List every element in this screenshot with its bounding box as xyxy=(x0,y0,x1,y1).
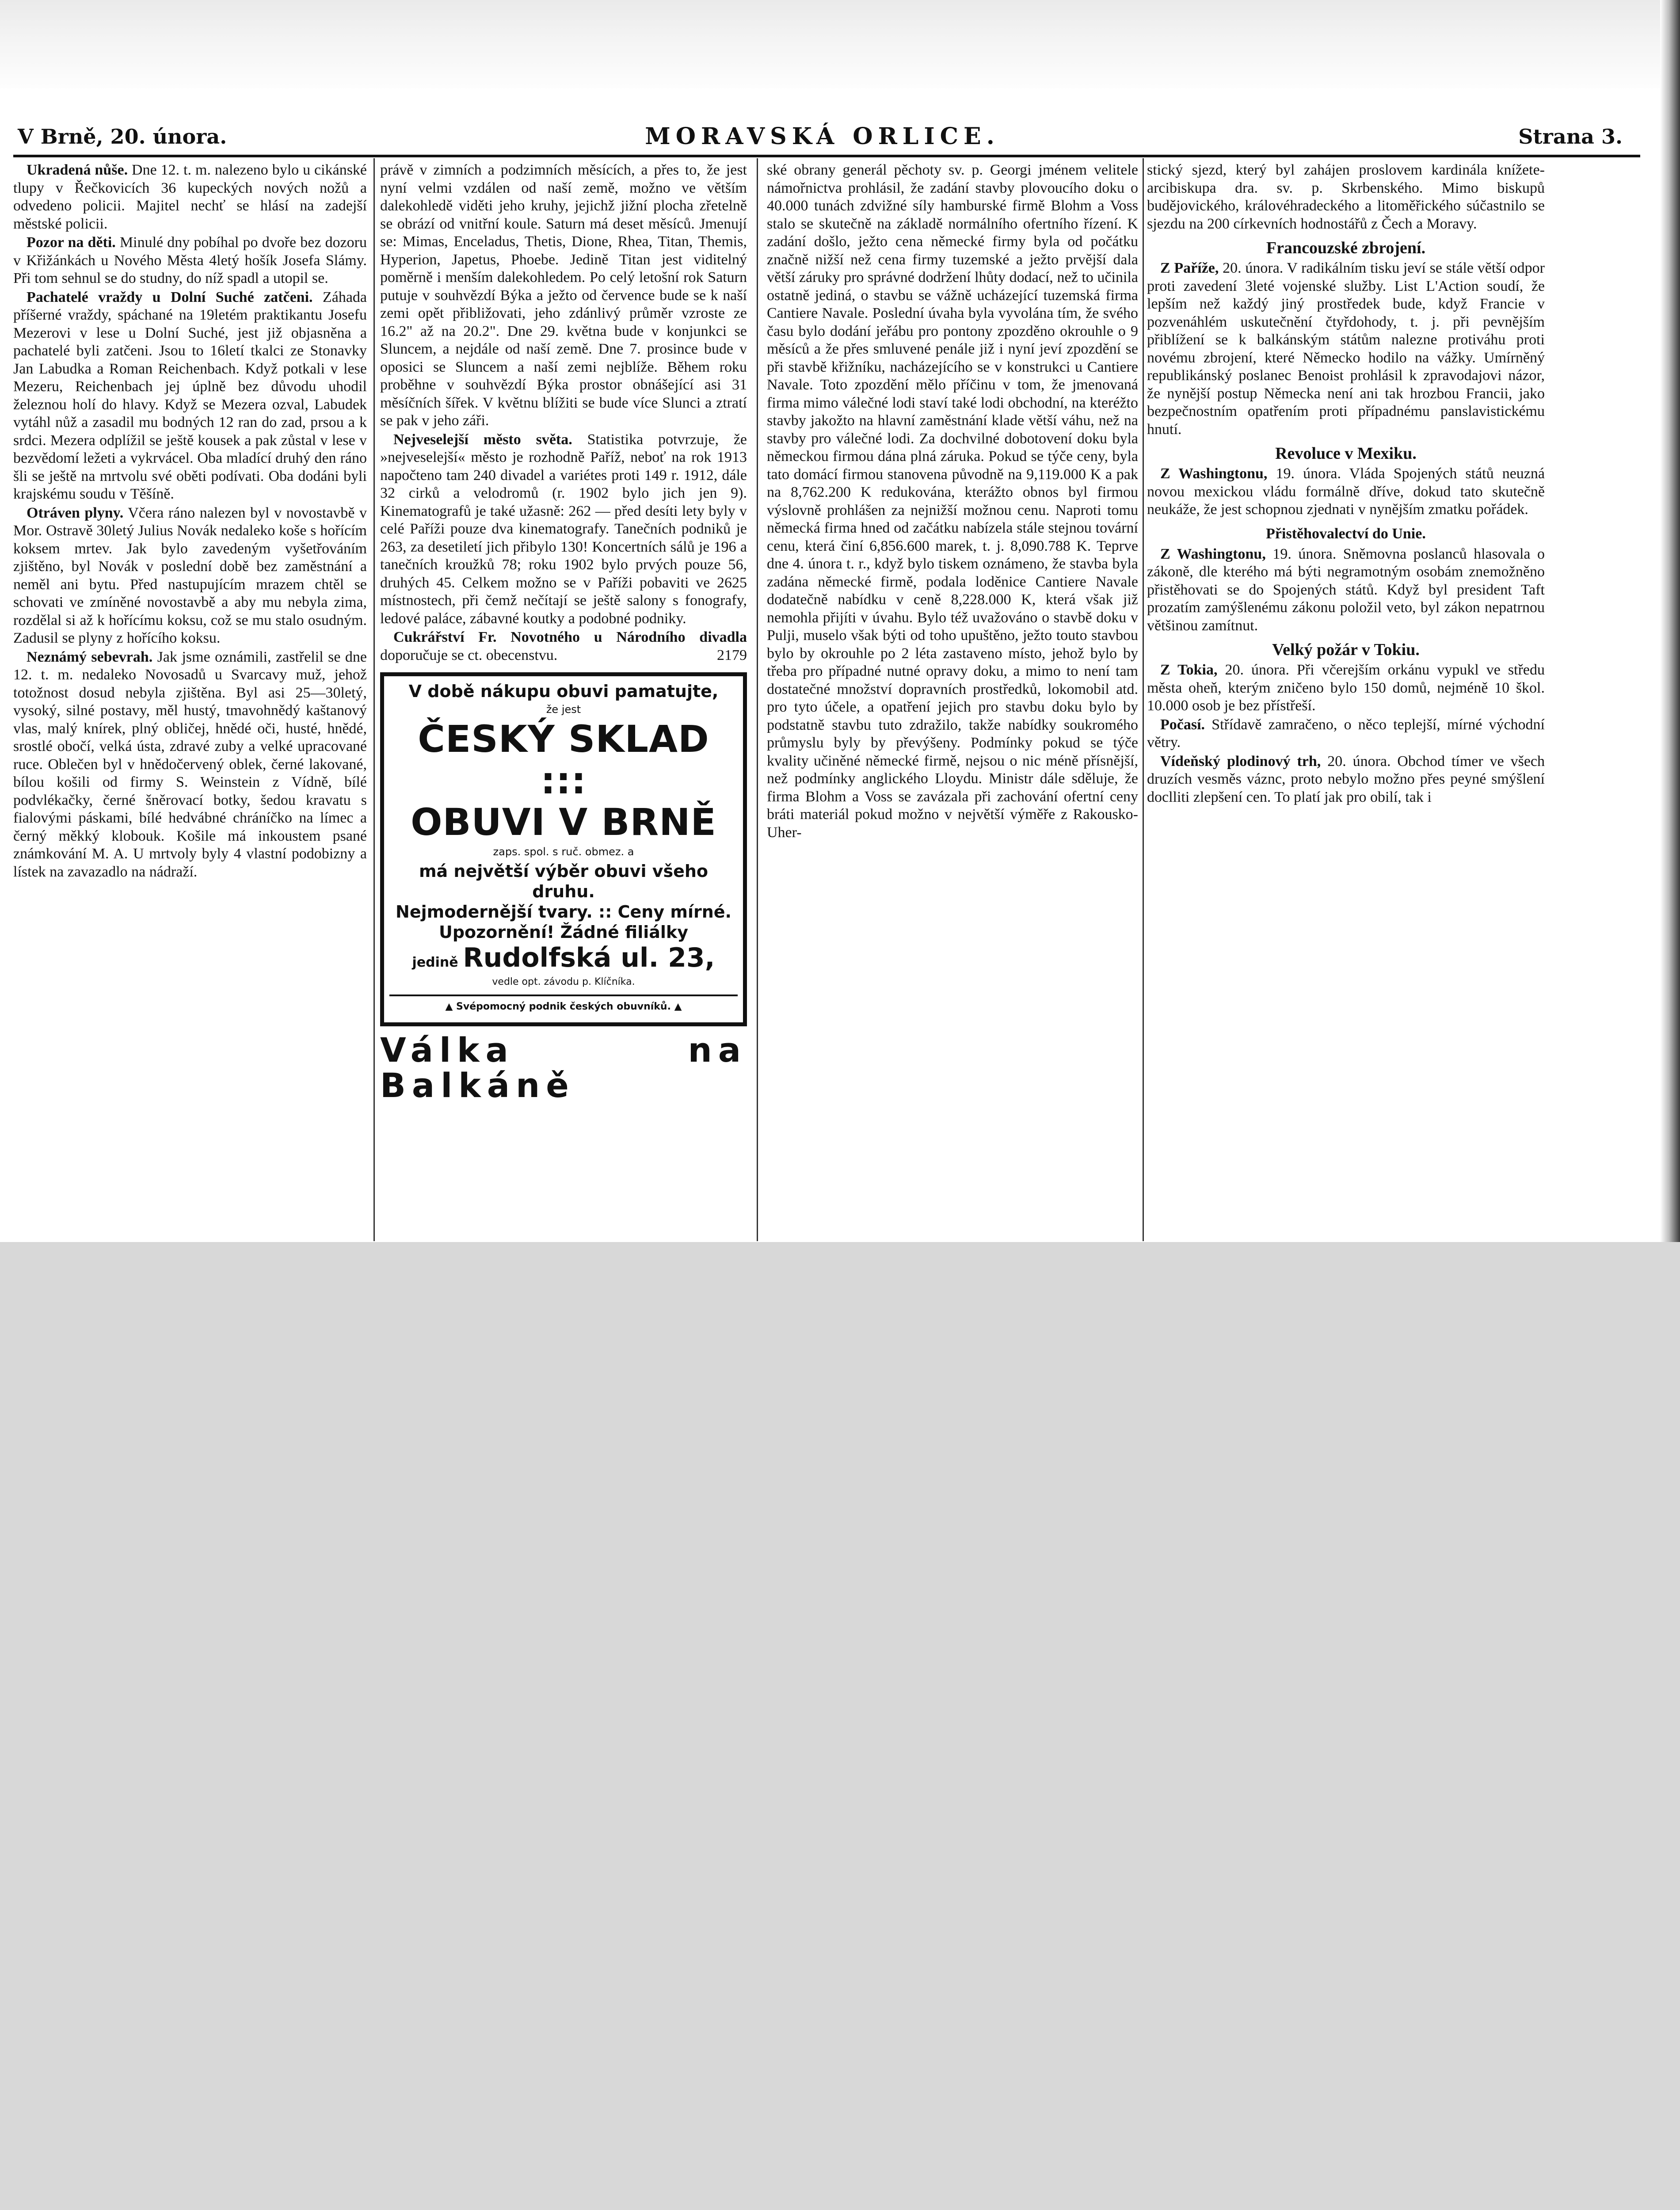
shoe-store-advertisement: V době nákupu obuvi pamatujte, že jest ČESKÝ SKLAD ::: OBUVI V BRNĚ zaps. spol. s ruč. obmez. a má největší výběr obuvi všeho druhu. Nejmodernější tvary. :: Ceny mírné. Upozornění! Žádné filiálky jedině Rudolfská ul. 23, vedle opt. závodu p. Klíčníka. ▲ Svépomocný podnik českých obuvníků. ▲ xyxy=(380,672,747,1026)
article-french-armament: Z Paříže, 20. února. V radikálním tisku jeví se stále větší odpor proti zavedení 3leté vojenské služby. List L'Action soudí, že lepším než každý jiný prostředek bude, když Francie v pozvenáhlém uskutečnění čtyřdohody, t. j. při pevnějším přiblížení se k balkánským státům nalezne protiváhu proti novému zbrojení, které Německo hodilo na vážky. Umírněný republikánský poslanec Benoist prohlásil k zpravodajovi názor, že nynější postup Německa není ani tak hrozbou Francii, jako bezpečnostním opatřením proti případnému panslavistickému hnutí. xyxy=(1147,260,1545,438)
article-floating-dock: ské obrany generál pěchoty sv. p. Georgi jménem velitele námořnictva prohlásil, že zadání stavby plovoucího doku o 40.000 tunách zdvižné síly hamburské firmě Blohm a Voss stalo se skutečně na základě normálního ofertního řízení. K zadání došlo, ježto cena německé firmy byla od počátku značně nižší než cena firmy tuzemské a ježto prvější dala větší záruky pro správné dodržení lhůty dodací, než to učinila ostatně jediná, o stavbu se vážně ucházející tuzemská firma Cantiere Navale. Poslední úvaha byla vyvolána tím, že svého času bylo dodání jeřábu pro pontony zpozděno okrouhle o 9 měsíců a že přes smluvené penále již i nyní jeví zpozdění se při stavbě křižníku, nacházejícího se v konstrukci u Cantiere Navale. Toto zpozdění mělo příčinu v tom, že jmenovaná firma mimo válečné lodi staví také lodi obchodní, na kteréžto stavby jakožto na hlavní zaměstnání klade větší váhu, než na stavby pro válečné lodi. Za dochvilné dobotovení doku byla německou firmou dána plná záruka. Pokud se týče ceny, byla tato domácí firmou stanovena původně na 9,119.000 K a pak na 8,762.200 K redukována, kterážto obnos byl firmou výslovně prohlášen za nejnižší možnou cenu. Naproti tomu německá firma hned od začátku nabízela stále stejnou tovární cenu, která činí 6,856.600 marek, t. j. 8,090.788 K. Teprve dne 4. února t. r., když bylo tiskem oznámeno, že stavba byla zadána německé firmě, podala loděnice Cantiere Navale dodatečně nabídku v ceně 8,228.000 K, která však již nemohla přijíti v úvahu. Bylo též uvažováno o stavbě doku v Pulji, muselo však býti od toho upuštěno, ježto touto stavbou bylo by okrouhle po 2 léta zastaveno místo, jehož bylo by třeba pro případné nutné opravy doku, a mimo to není tam dostatečné množství dopravních prostředků, lokomobil atd. pro tyto účele, a opatření jejich pro stavbu doku bylo by podstatně stavbu tuto zdražilo, takže nabídky soukromého průmyslu byly by převýšeny. Podmínky pokud se týče kvality učiněné německé firmě, nejsou o nic méně přísnější, než podmínky anglického Lloydu. Ministr dále sděluje, že firma Blohm a Voss se zavázala při zachování ofertní ceny bráti materiál pokud možno v největší výměře z Rakousko-Uher- xyxy=(767,162,1138,841)
column-divider xyxy=(373,158,375,1241)
column-divider xyxy=(757,158,758,1241)
header-date: V Brně, 20. února. xyxy=(18,125,227,149)
section-title: Francouzské zbrojení. xyxy=(1266,239,1426,257)
article-gas-poisoning: Otráven plyny. Včera ráno nalezen byl v novostavbě v Mor. Ostravě 30letý Julius Novák nedaleko koše s hořícím koksem mrtev. Jak bylo zavedeným vyšetřováním zjištěno, byl Novák v poslední době bez zaměstnání a neměl ani bytu. Před nastupujícím mrazem chtěl se schovati ve zmíněné novostavbě a aby mu nebyla zima, rozdělal si až k hořícímu koksu, což se mu stalo osudným. Zadusil se plyny z hořícího koksu. xyxy=(13,504,367,646)
page-edge-shadow xyxy=(1660,0,1680,1242)
article-saturn-continued: právě v zimních a podzimních měsících, a přes to, že jest nyní velmi vzdálen od naší země, možno ve větším dalekohledě viděti jeho kruhy, jejichž jižní plocha zřetelně se obrází od vnitřní koule. Saturn má deset měsíců. Jmenují se: Mimas, Enceladus, Thetis, Dione, Rhea, Titan, Themis, Hyperion, Japetus, Phoebe. Jedině Titan jest viditelný poměrně i menším dalekohledem. Po celý letošní rok Saturn putuje v souhvězdí Býka a ježto od července bude se k naší zemi opět přibližovati, jeho zdánlivý průměr vzroste ze 16.2" až na 20.2". Dne 29. května bude v konjunkci se Sluncem, a nejdále od naší země. Dne 7. prosince bude v oposici se Sluncem a naší zemi nejblíže. Během roku proběhne v souhvězdí Býka prostor obnášející asi 31 měsíčních šířek. V květnu blížiti se bude více Slunci a ztratí se pak v jeho záři. xyxy=(380,162,747,429)
column-3 xyxy=(767,161,1138,1240)
article-stolen-basket: Ukradená nůše. Dne 12. t. m. nalezeno bylo u cikánské tlupy v Řečkovicích 36 kupeckých nových nožů a odvedeno policii. Majitel nechť se hlásí na zadejší městské policii. xyxy=(13,162,367,232)
cut-off-headline: Válka na Balkáně xyxy=(380,1030,747,1105)
ad-headline: ČESKÝ SKLAD ::: xyxy=(418,717,709,802)
article-congress-continued: stický sjezd, který byl zahájen proslovem kardinála knížete-arcibiskupa dra. sv. p. Skrbenského. Mimo biskupů budějovického, královéhradeckého a litoměřického súčastnilo se sjezdu na 200 církevních hodnostářů z Čech a Moravy. xyxy=(1147,162,1545,232)
article-unknown-suicide: Neznámý sebevrah. Jak jsme oznámili, zastřelil se dne 12. t. m. nedaleko Novosadů u Svarcavy muž, jehož totožnost dosud nebyla zjištěna. Byl asi 25—30letý, vysoký, silné postavy, měl hustý, tmavohnědý kaštanový vlas, malý knírek, plný obličej, hnědé oči, husté, hnědé, srostlé obočí, velká ústa, zdravé zuby a velké upracované ruce. Oblečen byl v hnědočervený oblek, černé lakované, bílou košili od firmy S. Weinstein z Vídně, bílé podvlékačky, černé šněrovací botky, šedou kravatu s fialovými páskami, bílé hedvábné chráníčko na límec a černý měkký klobouk. Košile má inkoustem psané známkování M. A. U mrtvoly byly 4 vlastní podobizny a lístek na zavazadlo na nádraží. xyxy=(13,648,367,880)
newspaper-title: MORAVSKÁ ORLICE. xyxy=(645,123,1000,150)
ad-address: jedině Rudolfská ul. 23, xyxy=(412,942,715,973)
ad-headline: OBUVI V BRNĚ xyxy=(411,800,716,844)
column-1 xyxy=(13,161,367,1240)
column-2 xyxy=(380,161,747,1240)
notice-confectionery: Cukrářství Fr. Novotného u Národního divadla doporučuje se ct. obecenstvu. 2179 xyxy=(380,629,747,663)
article-mexico-revolution: Z Washingtonu, 19. února. Vláda Spojených států neuzná novou mexickou vládu formálně dříve, dokud tato skutečně neukáže, že jest schopnou zjednati v nynějším zmatku pořádek. xyxy=(1147,465,1545,518)
section-title: Velký požár v Tokiu. xyxy=(1272,640,1420,659)
section-title: Přistěhovalectví do Unie. xyxy=(1266,525,1426,542)
header-rule xyxy=(13,155,1640,157)
section-title: Revoluce v Mexiku. xyxy=(1275,444,1417,463)
page-number: Strana 3. xyxy=(1518,125,1623,149)
article-merriest-city: Nejveselejší město světa. Statistika potvrzuje, že »nejveselejší« město je rozhodně Paříž, neboť na rok 1913 napočteno tam 240 divadel a variétes proti 149 r. 1912, dále 32 cirků a velodromů (r. 1902 bylo jich jen 9). Kinematografů je také užasně: 262 — před desíti lety byly v celé Paříži pouze dva kinematografy. Tanečních podniků je 263, za desetiletí jich přibylo 130! Koncertních sálů je 196 a tanečních kroužků 78; roku 1902 bylo prvých pouze 56, druhých 45. Celkem možno se v Paříži pobaviti ve 2625 místnostech, při čemž nečítají se ještě salony s fonografy, ledové paláce, zábavné koutky a podobné podniky. xyxy=(380,431,747,627)
article-tokyo-fire: Z Tokia, 20. února. Při včerejším orkánu vypukl ve středu města oheň, kterým zničeno bylo 150 domů, nejméně 10 škol. 10.000 osob je bez přístřeší. xyxy=(1147,662,1545,714)
column-4 xyxy=(1147,161,1545,1240)
scan-background-top xyxy=(0,0,1680,97)
page-header xyxy=(9,119,1636,150)
article-murder: Pachatelé vraždy u Dolní Suché zatčeni. Záhada příšerné vraždy, spáchané na 19letém praktikantu Josefu Mezerovi v lese u Dolní Suché, jest již objasněna a pachatelé byli zatčeni. Jsou to 16letí tkalci ze Stonavky Jan Labudka a Roman Reichenbach. Když potkali v lese Mezeru, Reichenbach jej úplně bez důvodu uhodil železnou holí do hlavy. Když se Mezera ozval, Labudek vytáhl nůž a zasadil mu bodných 12 ran do zad, prsou a k srdci. Mezera odplížil se ještě kousek a pak zůstal v lese v bezvědomí ležeti a vykrvácel. Oba mladící druhý den ráno šli se ještě na mrtvolu své oběti podívati. Oba dodáni byli krajskému soudu v Těšíně. xyxy=(13,289,367,502)
article-immigration: Z Washingtonu, 19. února. Sněmovna poslanců hlasovala o zákoně, dle kterého má býti negramotným osobám znemožněno přistěhovati se do Spojených států. Když byl president Taft prozatím zamýšlenému zákonu položil veto, byl zákon nepatrnou většinou zamítnut. xyxy=(1147,545,1545,634)
weather-report: Počasí. Střídavě zamračeno, o něco teplejší, mírné východní větry. xyxy=(1147,716,1545,751)
column-divider xyxy=(1143,158,1144,1241)
market-report: Vídeňský plodinový trh, 20. února. Obchod tímer ve všech druzích vesměs váznc, proto nebylo možno přes peyné smýšlení doclliti zlepšení cen. To platí jak pro obilí, tak i xyxy=(1147,753,1545,805)
article-children-warning: Pozor na děti. Minulé dny pobíhal po dvoře bez dozoru v Křižánkách u Nového Města 4letý hošík Josefa Slámy. Při tom sehnul se do studny, do níž spadl a utopil se. xyxy=(13,234,367,286)
